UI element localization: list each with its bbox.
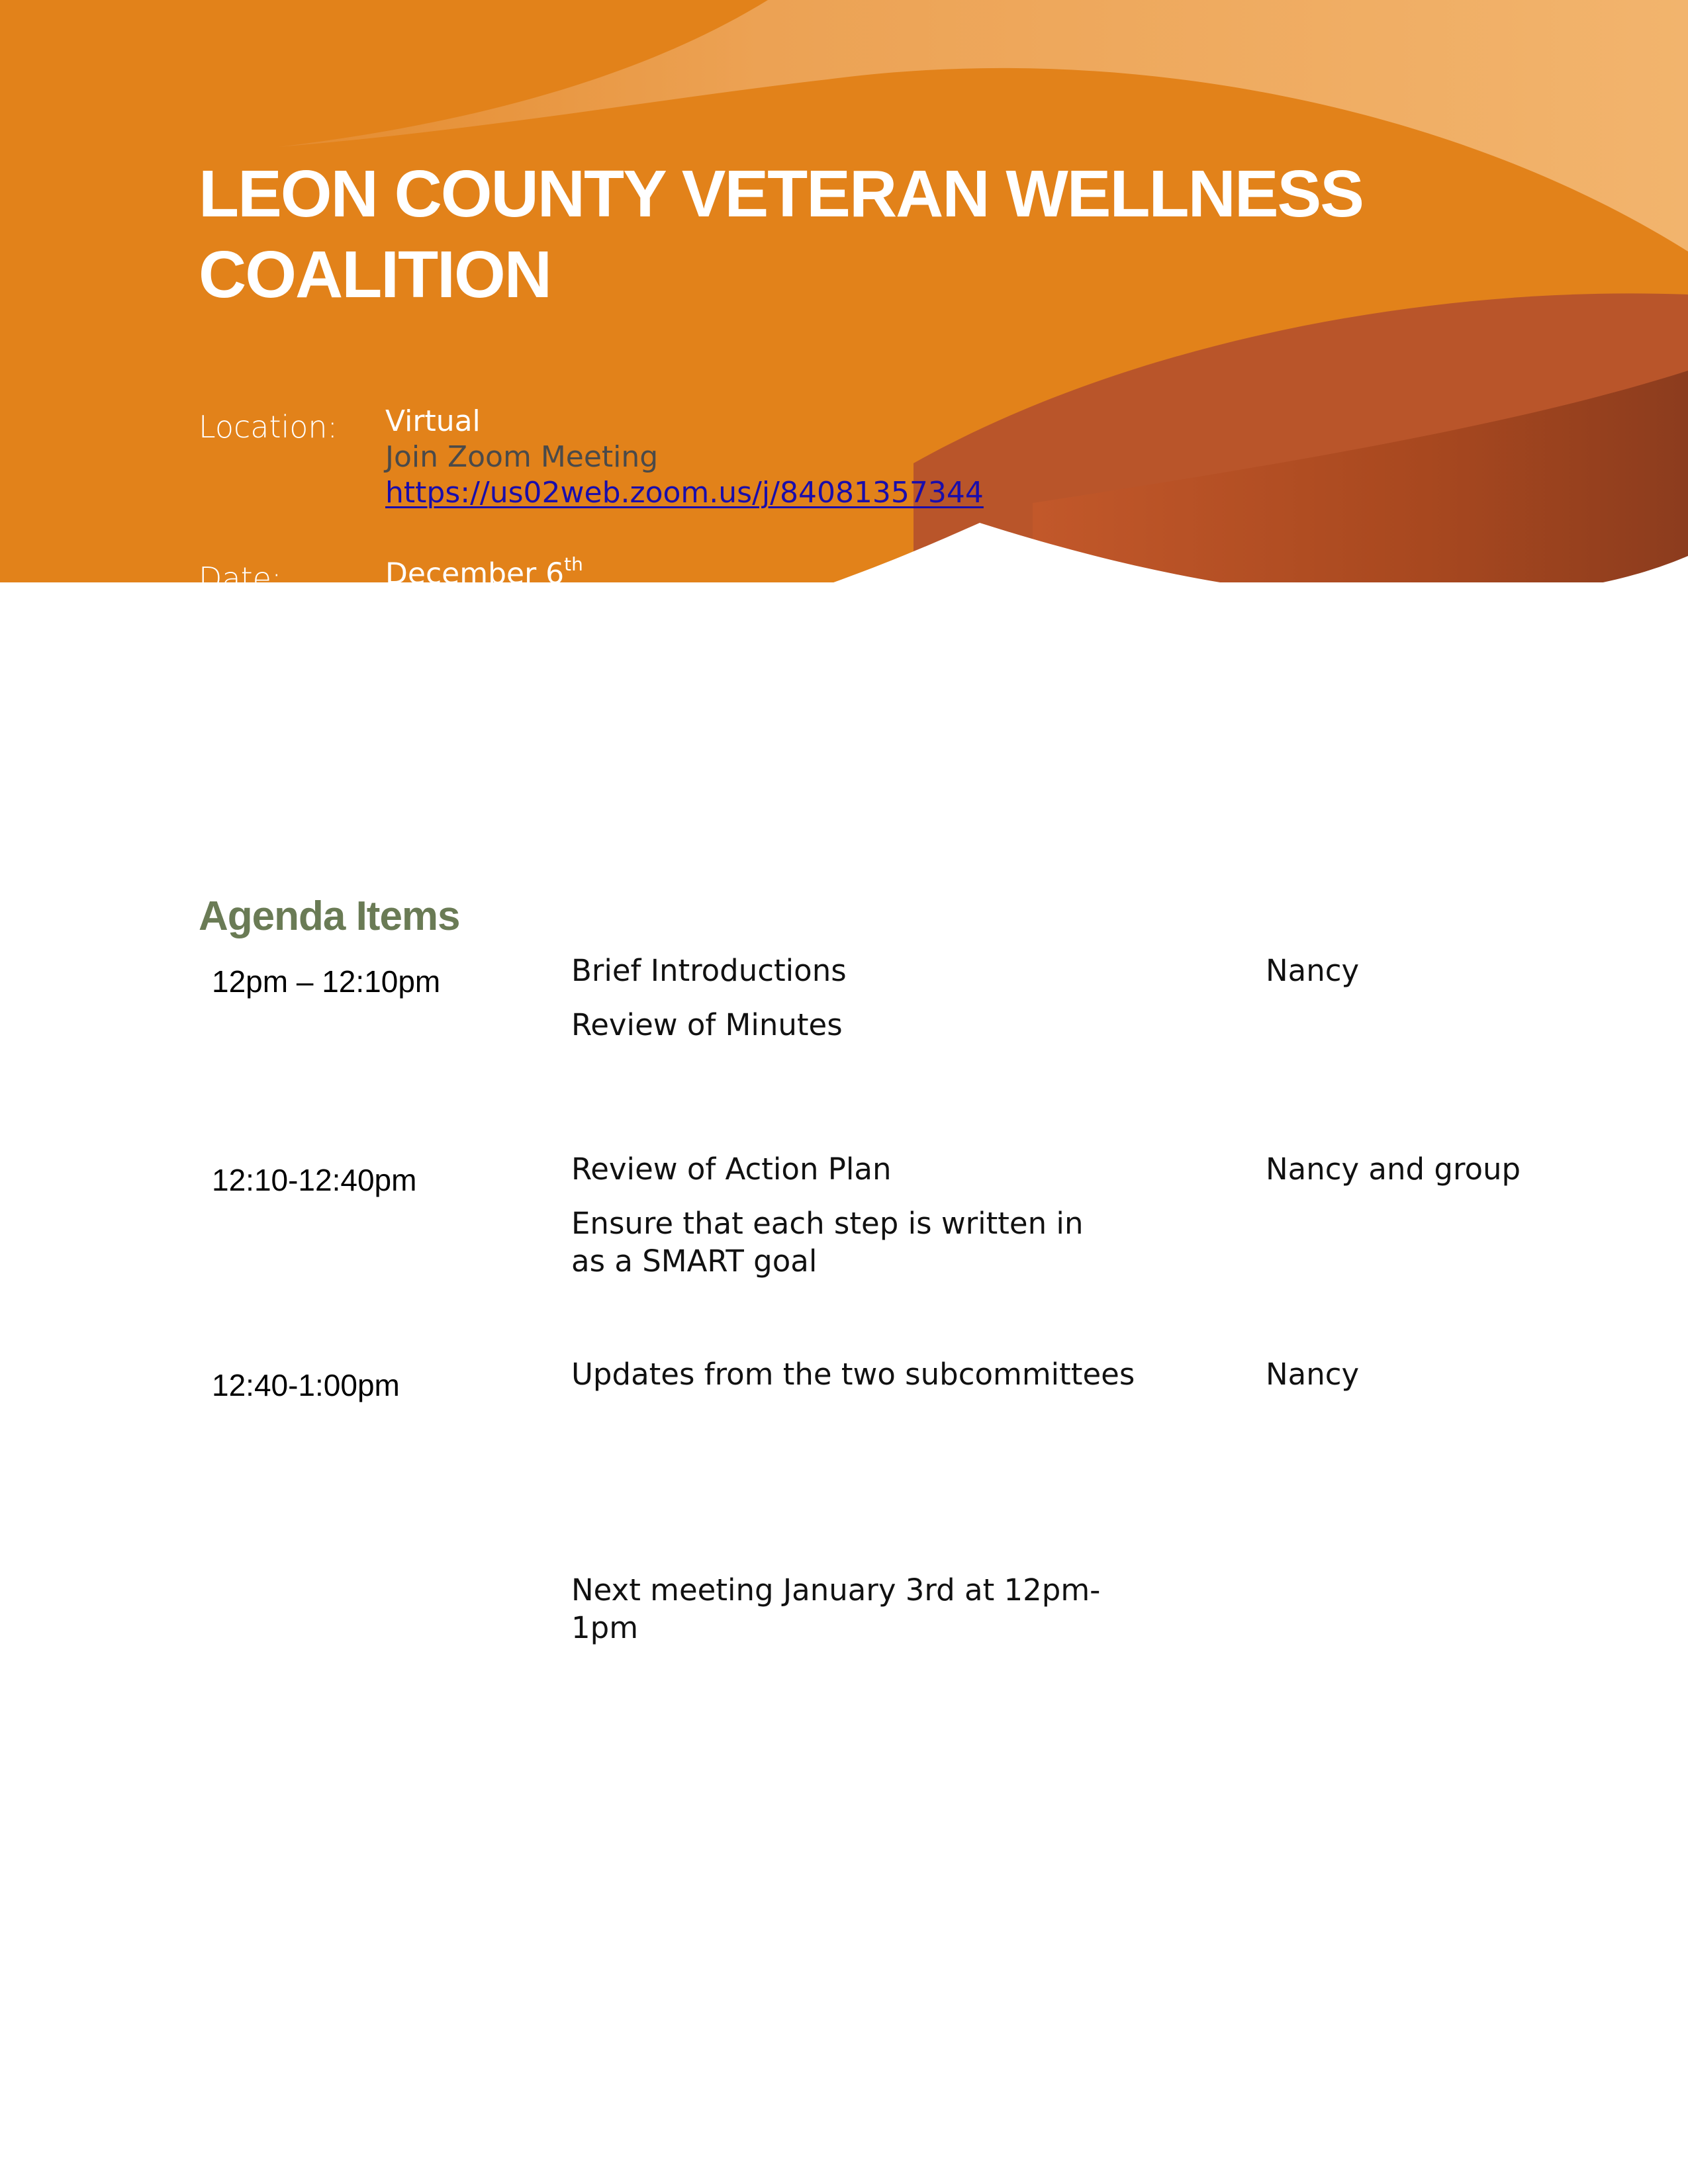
zoom-meeting-link[interactable]: https://us02web.zoom.us/j/84081357344 (385, 476, 984, 510)
location-value: Virtual (385, 404, 481, 438)
zoom-text: Join Zoom Meeting (385, 440, 659, 474)
next-meeting-note: Next meeting January 3rd at 12pm-1pm (571, 1572, 1101, 1645)
page-title (199, 154, 1364, 315)
date-value (385, 549, 583, 592)
agenda-row-3-item-1: Updates from the two subcommittees (571, 1357, 1135, 1392)
agenda-row-2-presenter: Nancy and group (1266, 1152, 1521, 1187)
time-label: Time: (199, 603, 284, 639)
agenda-row-2-time: 12:10-12:40pm (212, 1163, 417, 1197)
date-suffix: th (564, 553, 583, 575)
agenda-row-2-item-2: Ensure that each step is written in as a SMART goal (571, 1206, 1084, 1279)
title-line-1: LEON COUNTY VETERAN WELLNESS (199, 157, 1363, 231)
agenda-row-1-time: 12pm – 12:10pm (212, 964, 441, 999)
location-label: Location: (199, 409, 338, 445)
agenda-row-3-time: 12:40-1:00pm (212, 1368, 400, 1402)
title-line-2: COALITION (199, 238, 551, 312)
agenda-row-1-presenter: Nancy (1266, 953, 1360, 988)
time-value: 12pm-1pm (385, 598, 545, 631)
date-main: December 6 (385, 557, 565, 591)
agenda-heading: Agenda Items (199, 893, 460, 939)
date-label: Date: (199, 561, 282, 596)
agenda-row-1-item-1: Brief Introductions (571, 953, 847, 988)
agenda-row-3-presenter: Nancy (1266, 1357, 1360, 1392)
agenda-row-2-item-1: Review of Action Plan (571, 1152, 892, 1187)
agenda-row-1-item-2: Review of Minutes (571, 1007, 843, 1042)
